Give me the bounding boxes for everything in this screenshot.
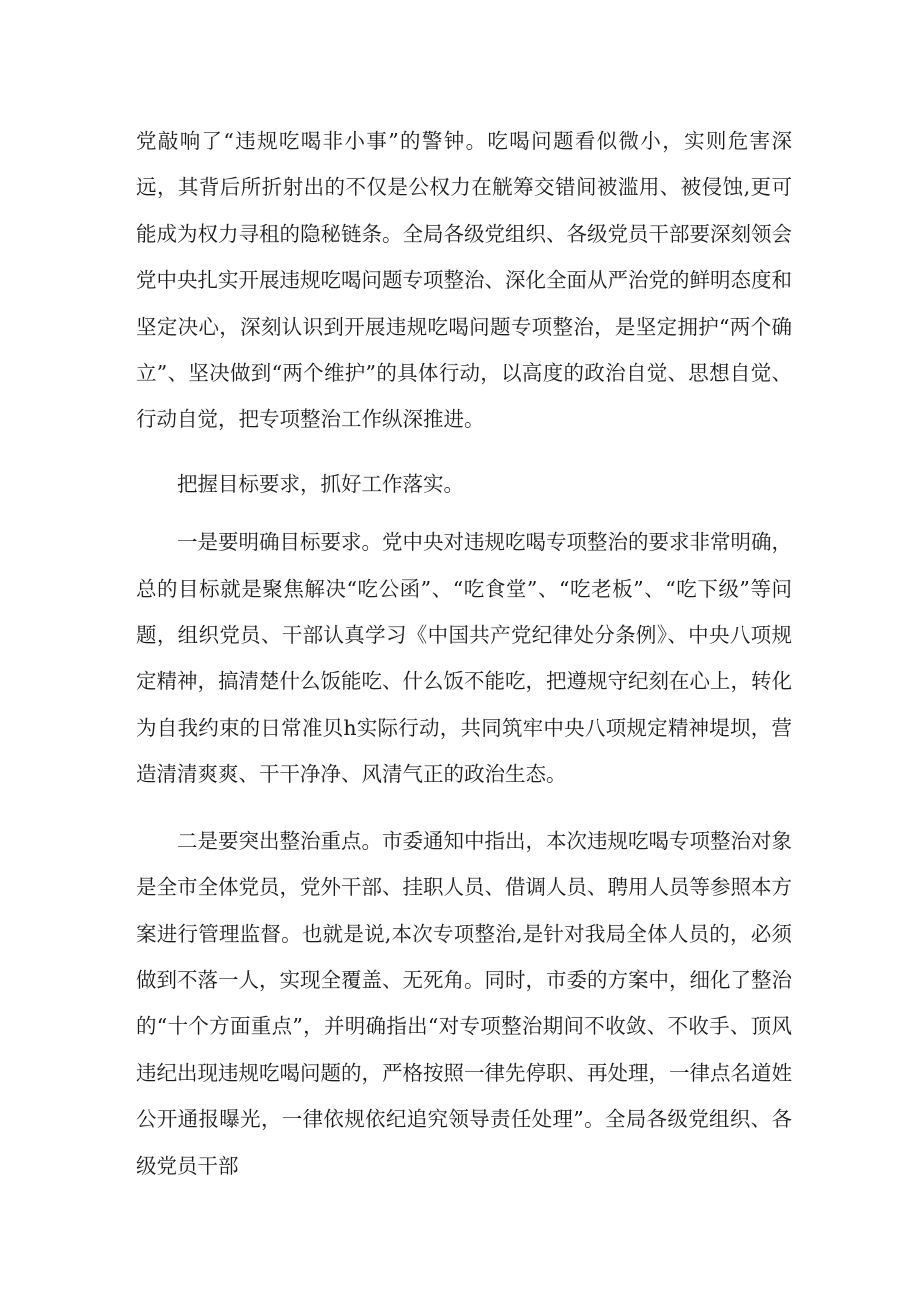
paragraph-goal-requirements: 一是要明确目标要求。党中央对违规吃喝专项整治的要求非常明确，总的目标就是聚焦解决“吃公函”、“吃食堂”、“吃老板”、“吃下级”等问题，组织党员、干部认真学习《中国共产党纪律处分条例》、中央八项规定精神，搞清楚什么饭能吃、什么饭不能吃，把遵规守纪刻在心上，转化为自我约束的日常准贝h实际行动，共同筑牢中央八项规定精神堤坝，营造清清爽爽、干干净净、风清气正的政治生态。 — [136, 530, 792, 787]
document-body — [136, 118, 792, 1189]
section-heading: 把握目标要求，抓好工作落实。 — [177, 471, 464, 496]
paragraph-rectification-focus: 二是要突出整治重点。市委通知中指出，本次违规吃喝专项整治对象是全市全体党员，党外干部、挂职人员、借调人员、聘用人员等参照本方案进行管理监督。也就是说,本次专项整治,是针对我局全体人员的，必须做到不落一人，实现全覆盖、无死角。同时，市委的方案中，细化了整治的“十个方面重点”，并明确指出“对专项整治期间不收敛、不收手、顶风违纪出现违规吃喝问题的，严格按照一律先停职、再处理，一律点名道姓公开通报曝光，一律依规依纪追究领导责任处理”。全局各级党组织、各级党员干部 — [136, 828, 792, 1178]
paragraph-continuation: 党敲响了“违规吃喝非小事”的警钟。吃喝问题看似微小，实则危害深远，其背后所折射出的不仅是公权力在觥筹交错间被滥用、被侵蚀,更可能成为权力寻租的隐秘链条。全局各级党组织、各级党员干部要深刻领会党中央扎实开展违规吃喝问题专项整治、深化全面从严治党的鲜明态度和坚定决心，深刻认识到开展违规吃喝问题专项整治，是坚定拥护“两个确立”、坚决做到“两个维护”的具体行动，以高度的政治自觉、思想自觉、行动自觉，把专项整治工作纵深推进。 — [136, 129, 792, 432]
